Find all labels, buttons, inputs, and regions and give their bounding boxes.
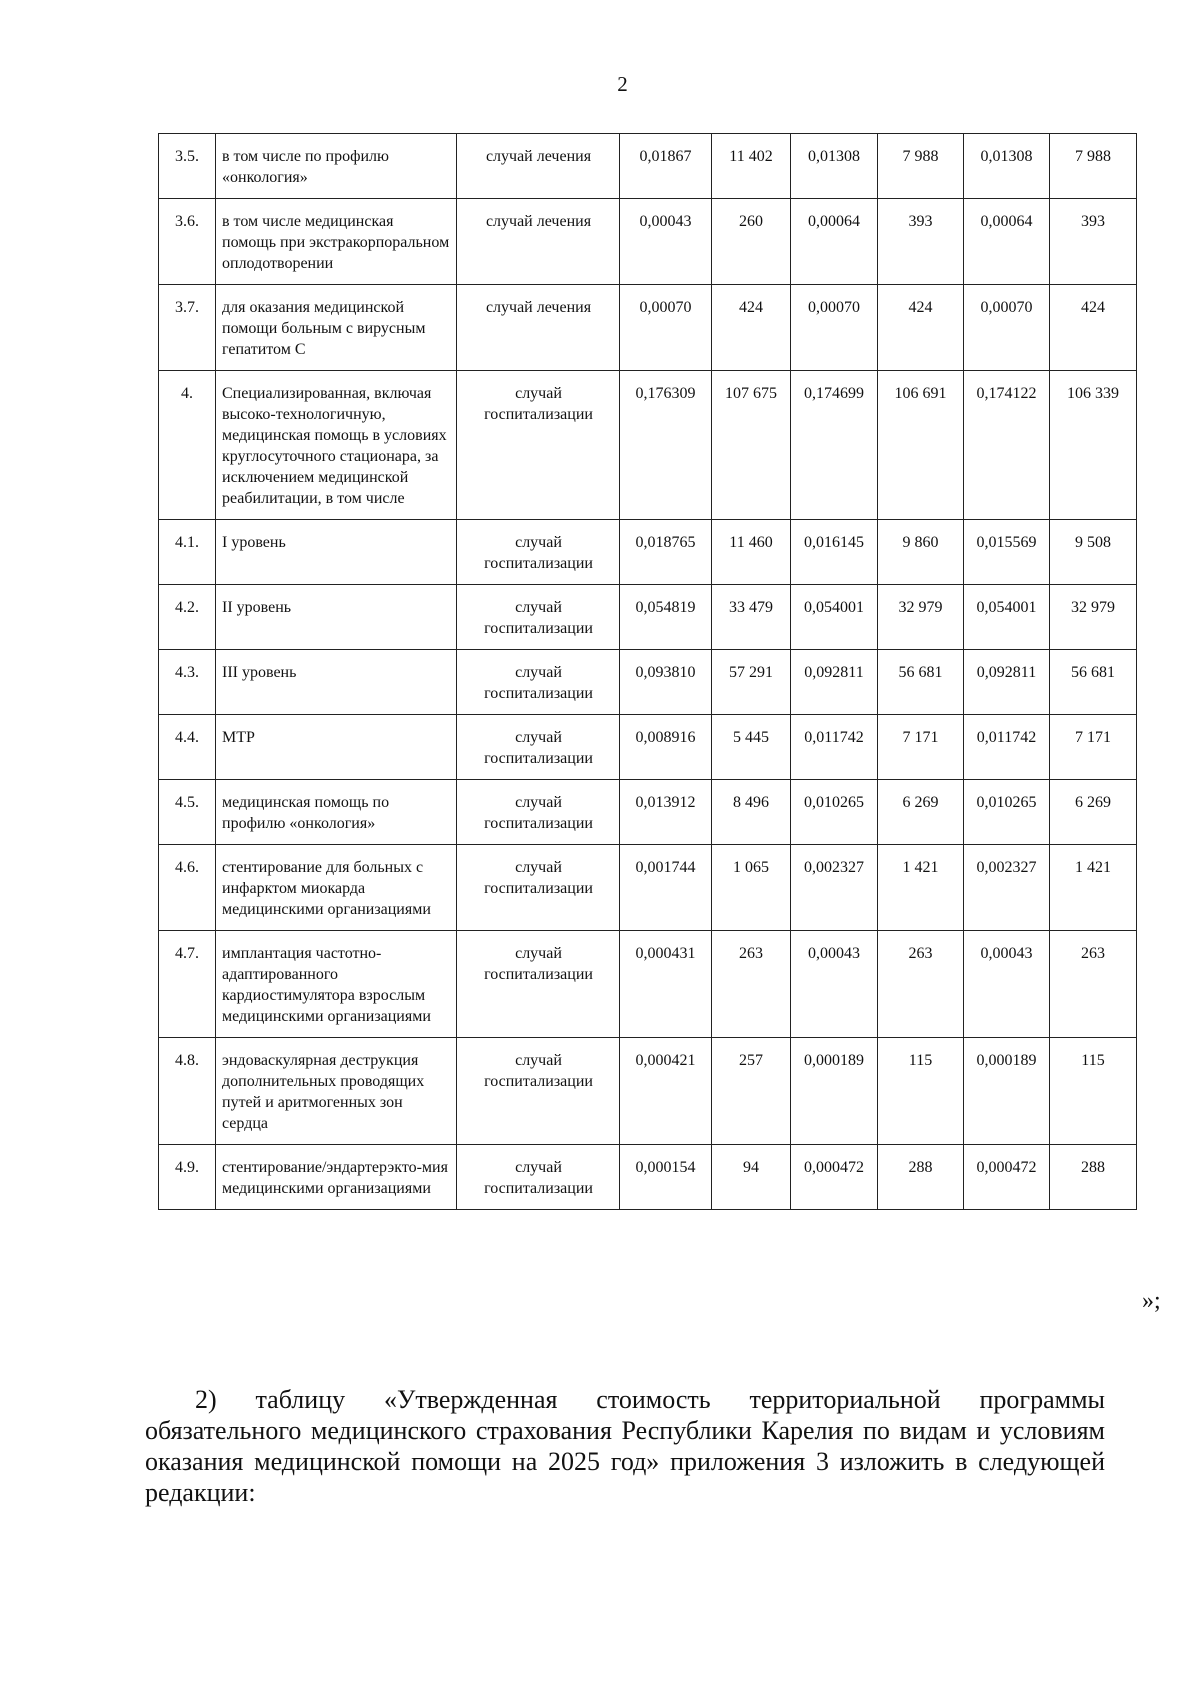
value-1: 0,176309 bbox=[620, 371, 712, 520]
value-6: 106 339 bbox=[1050, 371, 1137, 520]
paragraph-text: 2) таблицу «Утвержденная стоимость территориальной программы обязательного медицинского страхования Республики Карелия по видам и условиям оказания медицинской помощи на 2025 год» приложения 3 изложить в следующей редакции: bbox=[145, 1385, 1105, 1507]
value-6: 32 979 bbox=[1050, 585, 1137, 650]
value-2: 260 bbox=[712, 199, 791, 285]
value-2: 424 bbox=[712, 285, 791, 371]
unit-of-measure: случай госпитализации bbox=[457, 650, 620, 715]
value-5: 0,174122 bbox=[964, 371, 1050, 520]
closing-quote: »; bbox=[1142, 1288, 1161, 1314]
value-6: 9 508 bbox=[1050, 520, 1137, 585]
row-number: 4. bbox=[159, 371, 216, 520]
service-name: Специализированная, включая высоко-технологичную, медицинская помощь в условиях круглосуточного стационара, за исключением медицинской реабилитации, в том числе bbox=[216, 371, 457, 520]
row-number: 3.5. bbox=[159, 134, 216, 199]
value-6: 7 171 bbox=[1050, 715, 1137, 780]
data-table bbox=[158, 133, 1137, 1210]
row-number: 4.4. bbox=[159, 715, 216, 780]
value-3: 0,000189 bbox=[791, 1038, 878, 1145]
service-name: I уровень bbox=[216, 520, 457, 585]
value-3: 0,016145 bbox=[791, 520, 878, 585]
table-row bbox=[159, 520, 1137, 585]
value-6: 288 bbox=[1050, 1145, 1137, 1210]
service-name: эндоваскулярная деструкция дополнительных проводящих путей и аритмогенных зон сердца bbox=[216, 1038, 457, 1145]
service-name: медицинская помощь по профилю «онкология» bbox=[216, 780, 457, 845]
service-name: МТР bbox=[216, 715, 457, 780]
row-number: 3.7. bbox=[159, 285, 216, 371]
value-1: 0,001744 bbox=[620, 845, 712, 931]
value-4: 263 bbox=[878, 931, 964, 1038]
value-6: 56 681 bbox=[1050, 650, 1137, 715]
value-1: 0,00043 bbox=[620, 199, 712, 285]
value-6: 1 421 bbox=[1050, 845, 1137, 931]
value-3: 0,000472 bbox=[791, 1145, 878, 1210]
service-name: для оказания медицинской помощи больным с вирусным гепатитом С bbox=[216, 285, 457, 371]
value-4: 106 691 bbox=[878, 371, 964, 520]
value-4: 9 860 bbox=[878, 520, 964, 585]
unit-of-measure: случай лечения bbox=[457, 134, 620, 199]
table-row bbox=[159, 650, 1137, 715]
value-3: 0,00070 bbox=[791, 285, 878, 371]
value-1: 0,000154 bbox=[620, 1145, 712, 1210]
row-number: 4.9. bbox=[159, 1145, 216, 1210]
value-5: 0,054001 bbox=[964, 585, 1050, 650]
value-6: 6 269 bbox=[1050, 780, 1137, 845]
table-row bbox=[159, 845, 1137, 931]
value-2: 11 402 bbox=[712, 134, 791, 199]
service-name: имплантация частотно-адаптированного кардиостимулятора взрослым медицинскими организациями bbox=[216, 931, 457, 1038]
value-5: 0,015569 bbox=[964, 520, 1050, 585]
value-4: 115 bbox=[878, 1038, 964, 1145]
service-name: в том числе по профилю «онкология» bbox=[216, 134, 457, 199]
service-name: в том числе медицинская помощь при экстракорпоральном оплодотворении bbox=[216, 199, 457, 285]
row-number: 4.3. bbox=[159, 650, 216, 715]
value-4: 424 bbox=[878, 285, 964, 371]
service-name: стентирование для больных с инфарктом миокарда медицинскими организациями bbox=[216, 845, 457, 931]
unit-of-measure: случай госпитализации bbox=[457, 845, 620, 931]
unit-of-measure: случай госпитализации bbox=[457, 585, 620, 650]
value-3: 0,092811 bbox=[791, 650, 878, 715]
value-2: 5 445 bbox=[712, 715, 791, 780]
table-body bbox=[159, 134, 1137, 1210]
service-name: III уровень bbox=[216, 650, 457, 715]
value-5: 0,011742 bbox=[964, 715, 1050, 780]
value-4: 6 269 bbox=[878, 780, 964, 845]
value-1: 0,013912 bbox=[620, 780, 712, 845]
service-name: стентирование/эндартерэкто-мия медицинскими организациями bbox=[216, 1145, 457, 1210]
value-1: 0,018765 bbox=[620, 520, 712, 585]
table-row bbox=[159, 585, 1137, 650]
table-row bbox=[159, 1145, 1137, 1210]
row-number: 4.1. bbox=[159, 520, 216, 585]
value-2: 263 bbox=[712, 931, 791, 1038]
value-3: 0,00064 bbox=[791, 199, 878, 285]
value-5: 0,000189 bbox=[964, 1038, 1050, 1145]
value-5: 0,01308 bbox=[964, 134, 1050, 199]
service-name: II уровень bbox=[216, 585, 457, 650]
unit-of-measure: случай госпитализации bbox=[457, 931, 620, 1038]
value-5: 0,00064 bbox=[964, 199, 1050, 285]
table-row bbox=[159, 1038, 1137, 1145]
value-1: 0,000431 bbox=[620, 931, 712, 1038]
value-5: 0,092811 bbox=[964, 650, 1050, 715]
unit-of-measure: случай госпитализации bbox=[457, 1038, 620, 1145]
value-2: 107 675 bbox=[712, 371, 791, 520]
value-3: 0,01308 bbox=[791, 134, 878, 199]
value-3: 0,002327 bbox=[791, 845, 878, 931]
unit-of-measure: случай госпитализации bbox=[457, 371, 620, 520]
row-number: 4.5. bbox=[159, 780, 216, 845]
value-4: 7 171 bbox=[878, 715, 964, 780]
value-5: 0,002327 bbox=[964, 845, 1050, 931]
unit-of-measure: случай госпитализации bbox=[457, 780, 620, 845]
table-row bbox=[159, 371, 1137, 520]
table-row bbox=[159, 134, 1137, 199]
value-6: 115 bbox=[1050, 1038, 1137, 1145]
value-6: 424 bbox=[1050, 285, 1137, 371]
value-2: 1 065 bbox=[712, 845, 791, 931]
value-2: 57 291 bbox=[712, 650, 791, 715]
value-5: 0,010265 bbox=[964, 780, 1050, 845]
value-4: 7 988 bbox=[878, 134, 964, 199]
value-3: 0,174699 bbox=[791, 371, 878, 520]
value-6: 393 bbox=[1050, 199, 1137, 285]
unit-of-measure: случай госпитализации bbox=[457, 715, 620, 780]
value-1: 0,054819 bbox=[620, 585, 712, 650]
row-number: 3.6. bbox=[159, 199, 216, 285]
unit-of-measure: случай лечения bbox=[457, 199, 620, 285]
unit-of-measure: случай госпитализации bbox=[457, 1145, 620, 1210]
value-1: 0,000421 bbox=[620, 1038, 712, 1145]
row-number: 4.6. bbox=[159, 845, 216, 931]
value-3: 0,011742 bbox=[791, 715, 878, 780]
value-2: 33 479 bbox=[712, 585, 791, 650]
value-1: 0,01867 bbox=[620, 134, 712, 199]
value-1: 0,00070 bbox=[620, 285, 712, 371]
value-3: 0,010265 bbox=[791, 780, 878, 845]
row-number: 4.2. bbox=[159, 585, 216, 650]
value-2: 8 496 bbox=[712, 780, 791, 845]
row-number: 4.8. bbox=[159, 1038, 216, 1145]
value-5: 0,00043 bbox=[964, 931, 1050, 1038]
row-number: 4.7. bbox=[159, 931, 216, 1038]
value-4: 288 bbox=[878, 1145, 964, 1210]
unit-of-measure: случай лечения bbox=[457, 285, 620, 371]
value-1: 0,008916 bbox=[620, 715, 712, 780]
value-5: 0,00070 bbox=[964, 285, 1050, 371]
table-row bbox=[159, 931, 1137, 1038]
value-4: 32 979 bbox=[878, 585, 964, 650]
value-3: 0,054001 bbox=[791, 585, 878, 650]
value-2: 257 bbox=[712, 1038, 791, 1145]
value-1: 0,093810 bbox=[620, 650, 712, 715]
table-row bbox=[159, 285, 1137, 371]
page-number: 2 bbox=[617, 72, 628, 96]
value-2: 94 bbox=[712, 1145, 791, 1210]
value-6: 7 988 bbox=[1050, 134, 1137, 199]
table-row bbox=[159, 780, 1137, 845]
table-row bbox=[159, 715, 1137, 780]
value-4: 393 bbox=[878, 199, 964, 285]
value-6: 263 bbox=[1050, 931, 1137, 1038]
value-2: 11 460 bbox=[712, 520, 791, 585]
value-5: 0,000472 bbox=[964, 1145, 1050, 1210]
value-4: 56 681 bbox=[878, 650, 964, 715]
value-3: 0,00043 bbox=[791, 931, 878, 1038]
value-4: 1 421 bbox=[878, 845, 964, 931]
table-row bbox=[159, 199, 1137, 285]
unit-of-measure: случай госпитализации bbox=[457, 520, 620, 585]
